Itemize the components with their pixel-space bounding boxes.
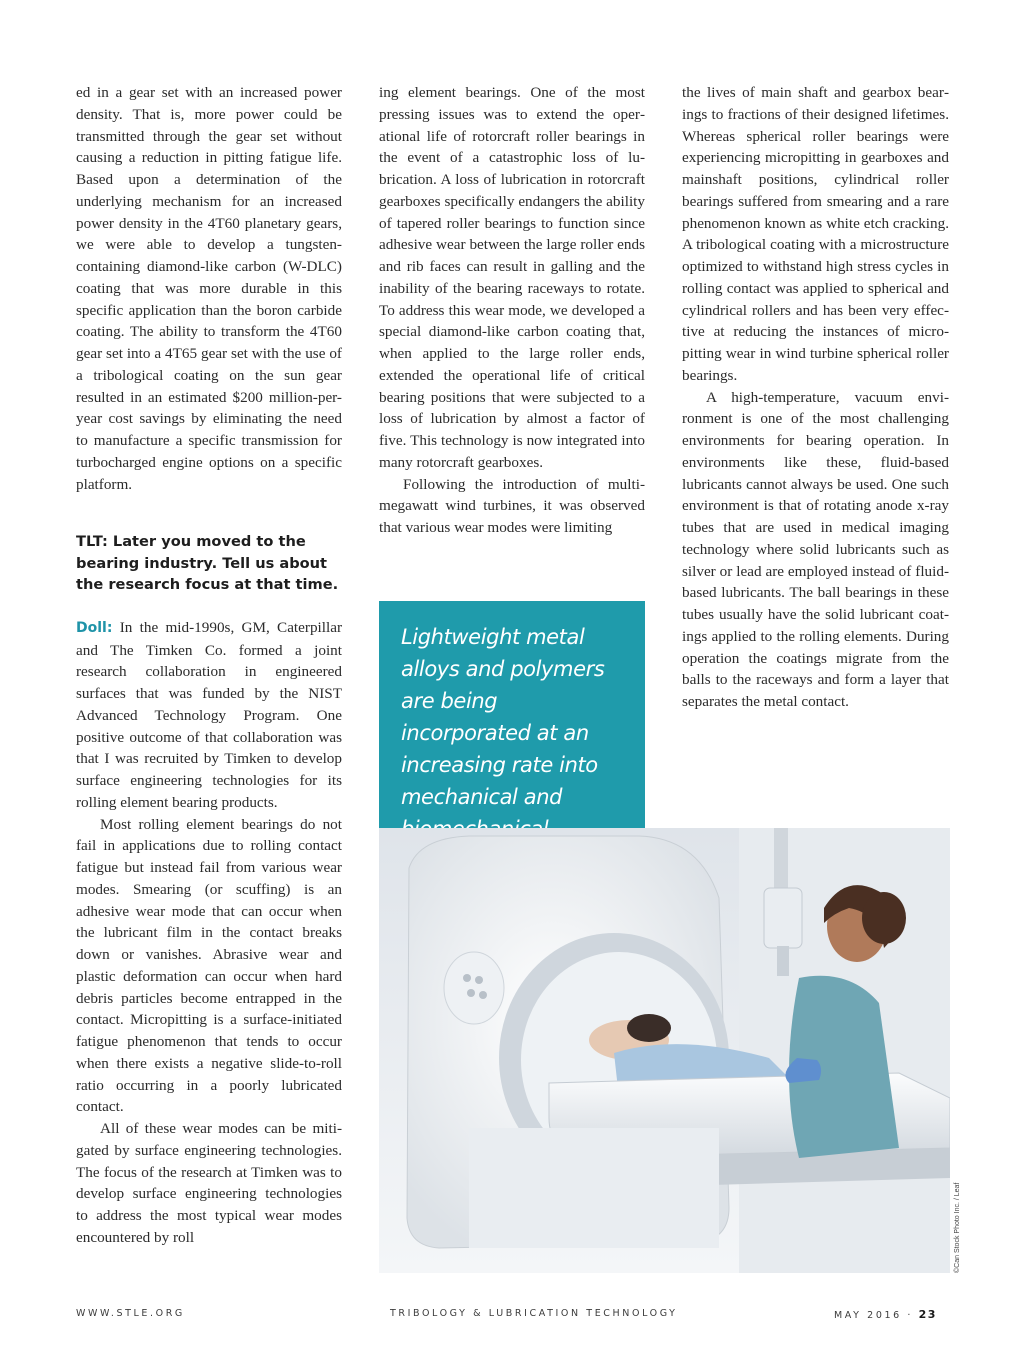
article-column-3 [682, 82, 949, 713]
article-column-2 [379, 82, 645, 539]
interview-question: TLT: Later you moved to the bearing industry. Tell us about the research focus at that time. [76, 533, 339, 594]
article-column-1 [76, 82, 342, 1249]
photo-credit: ©Can Stock Photo Inc. / Leaf [954, 1182, 961, 1273]
footer-date: MAY 2016 [834, 1310, 902, 1321]
body-paragraph: ed in a gear set with an increased power density. That is, more power could be transmitted through the gear set without causing a reduction in pitting fatigue life. Based upon a determination of the underlying mechanism for an increased power density in the 4T60 planetary gears, we were able to develop a tungsten-containing diamond-like carbon (W-DLC) coating that was more durable in this specific application than the boron carbide coating. The ability to transform the 4T60 gear set into a 4T65 gear set with the use of a tribological coating on the sun gear resulted in an estimated $200 million-per-year cost savings by eliminating the need to manufacture a specific transmission for turbocharged engine options on a specific platform. [76, 84, 342, 493]
footer-website: WWW.STLE.ORG [76, 1308, 185, 1319]
body-paragraph: the lives of main shaft and gearbox bearings to fractions of their designed lifetimes. Whereas spherical roller bearings were experiencing micropitting in gearboxes and mainshaft positions, cylindrical roller bearings suffered from smearing and a rare phenomenon known as white etch cracking. A tribological coating with a microstructure optimized to withstand high stress cycles in rolling contact was applied to spherical and cylindrical rollers and has been very effective at reducing the instances of micropitting wear in wind turbine spherical roller bearings. [682, 84, 949, 384]
body-paragraph: Most rolling element bearings do not fail in applications due to rolling contact fatigue but instead fail from various wear modes. Smearing (or scuffing) is an adhesive wear mode that can occur when the lubricant film in the contact breaks down or vanishes. Abrasive wear and plastic deformation can occur when hard debris particles become entrapped in the contact. Micropitting is a surface-initiated fatigue phenomenon that tends to occur when there exists a negative slide-to-roll ratio occurring in a poorly lubricated contact. [76, 815, 342, 1116]
footer-publication: TRIBOLOGY & LUBRICATION TECHNOLOGY [390, 1308, 678, 1319]
answer-text: In the mid-1990s, GM, Caterpillar and The Timken Co. formed a joint research collaboration in engineered surfaces that was funded by the NIST Advanced Technology Program. One positive outcome of that collaboration was that I was recruited by Timken to develop surface engineering technologies for its rolling element bearing products. [76, 618, 342, 811]
body-paragraph: A high-temperature, vacuum environment is one of the most challenging environments for bearing operation. In environments like these, fluid-based lubricants cannot always be used. One such environment is that of rotating anode x-ray tubes that are used in medical imaging technology where solid lubricants such as silver or lead are employed instead of fluid-based lubricants. The ball bearings in these tubes usually have the solid lubricant coatings applied to the rolling elements. During operation the coatings migrate from the balls to the raceways and form a layer that separates the metal contact. [682, 388, 949, 710]
speaker-label: Doll: [76, 619, 113, 636]
interview-answer [76, 617, 342, 814]
footer-separator: · [907, 1310, 914, 1321]
page-number: 23 [918, 1308, 937, 1321]
body-paragraph: All of these wear modes can be mitigated by surface engineering technologies. The focus of the research at Timken was to develop surface engineering technologies to address the most typical wear modes encountered by roll [76, 1120, 342, 1246]
ct-scanner-photo [379, 828, 950, 1273]
body-paragraph: ing element bearings. One of the most pressing issues was to extend the operational life of rotorcraft roller bearings in the event of a catastrophic loss of lubrication. A loss of lubrication in rotorcraft gearboxes specifically endangers the ability of tapered roller bearings to function since adhesive wear between the large roller ends and rib faces can result in galling and the inability of the bearing raceways to rotate. To address this wear mode, we developed a special diamond-like carbon coating that, when applied to the large roller ends, extended the operational life of critical bearing positions that were subjected to a loss of lubrication by almost a factor of five. This technology is now integrated into many rotorcraft gearboxes. [379, 84, 645, 471]
pull-quote: Lightweight metal alloys and polymers are being incorporated at an increasing rate into mechanical and [379, 601, 645, 828]
body-paragraph: Following the introduction of multimegawatt wind turbines, it was observed that various wear modes were limiting [379, 475, 645, 536]
footer-date-page [834, 1308, 937, 1321]
